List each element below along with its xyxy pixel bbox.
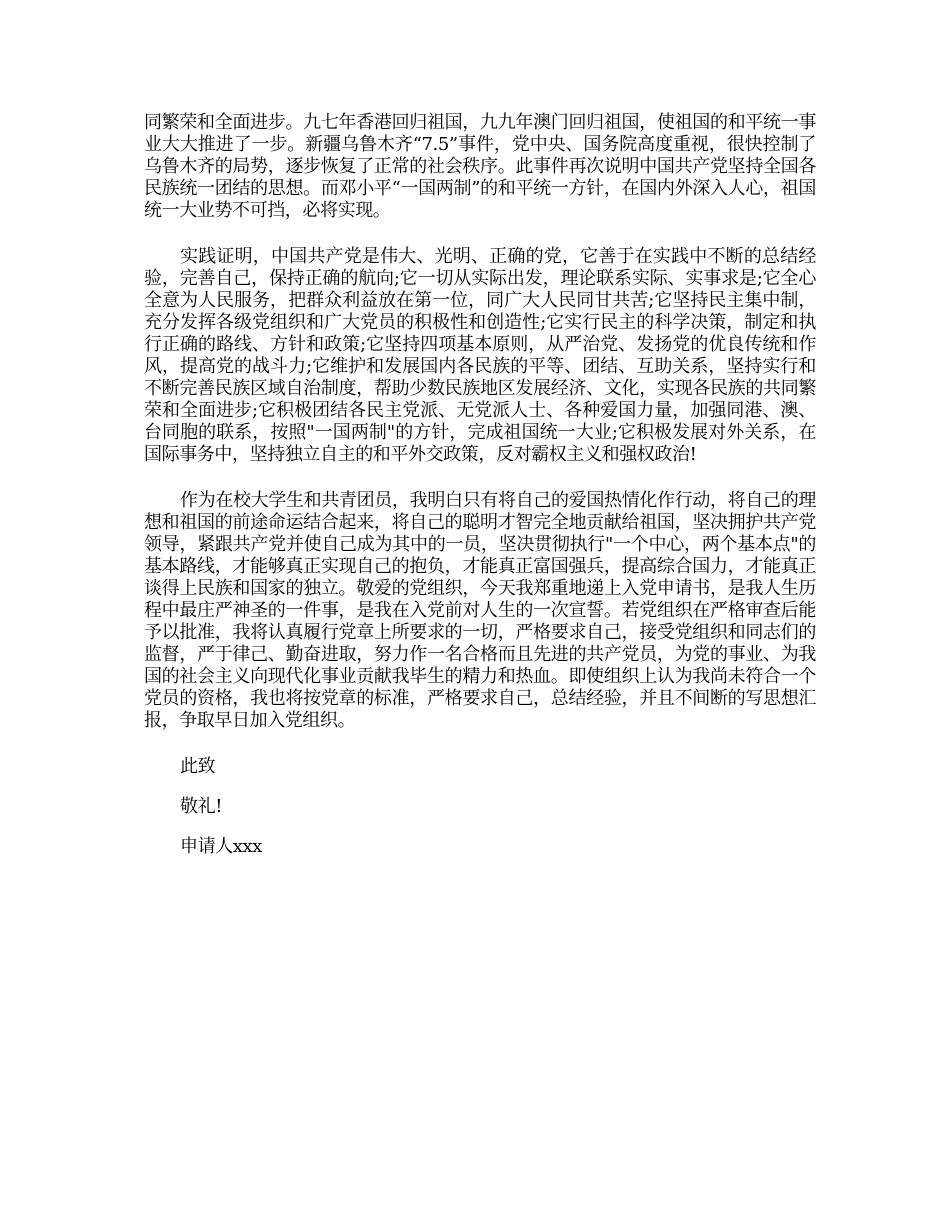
closing-respect: 敬礼! (180, 796, 223, 817)
paragraph-2: 实践证明，中国共产党是伟大、光明、正确的党，它善于在实践中不断的总结经验，完善自己，保持正确的航向;它一切从实际出发，理论联系实际、实事求是;它全心全意为人民服务，把群众利益放在第一位，同广大人民同甘共苦;它坚持民主集中制，充分发挥各级党组织和广大党员的积极性和创造性;它实行民主的科学决策，制定和执行正确的路线、方针和政策;它坚持四项基本原则，从严治党、发扬党的优良传统和作风，提高党的战斗力;它维护和发展国内各民族的平等、团结、互助关系，坚持实行和不断完善民族区域自治制度，帮助少数民族地区发展经济、文化，实现各民族的共同繁荣和全面进步;它积极团结各民主党派、无党派人士、各种爱国力量，加强同港、澳、台同胞的联系，按照"一国两制"的方针，完成祖国统一大业;它积极发展对外关系，在国际事务中，坚持独立自主的和平外交政策，反对霸权主义和强权政治! (144, 246, 816, 465)
closing-salutation: 此致 (180, 756, 216, 777)
signature: 申请人xxx (180, 836, 263, 857)
document-page (144, 112, 816, 858)
paragraph-1: 同繁荣和全面进步。九七年香港回归祖国，九九年澳门回归祖国，使祖国的和平统一事业大大推进了一步。新疆乌鲁木齐“7.5”事件，党中央、国务院高度重视，很快控制了乌鲁木齐的局势，逐步恢复了正常的社会秩序。此事件再次说明中国共产党坚持全国各民族统一团结的思想。而邓小平“一国两制”的和平统一方针，在国内外深入人心，祖国统一大业势不可挡，必将实现。 (144, 112, 816, 221)
paragraph-3: 作为在校大学生和共青团员，我明白只有将自己的爱国热情化作行动，将自己的理想和祖国的前途命运结合起来，将自己的聪明才智完全地贡献给祖国，坚决拥护共产党领导，紧跟共产党并使自己成为其中的一员，坚决贯彻执行"一个中心，两个基本点"的基本路线，才能够真正实现自己的抱负，才能真正富国强兵，提高综合国力，才能真正谈得上民族和国家的独立。敬爱的党组织，今天我郑重地递上入党申请书，是我人生历程中最庄严神圣的一件事，是我在入党前对人生的一次宣誓。若党组织在严格审查后能予以批准，我将认真履行党章上所要求的一切，严格要求自己，接受党组织和同志们的监督，严于律己、勤奋进取，努力作一名合格而且先进的共产党员，为党的事业、为我国的社会主义向现代化事业贡献我毕生的精力和热血。即使组织上认为我尚未符合一个党员的资格，我也将按党章的标准，严格要求自己，总结经验，并且不间断的写思想汇报，争取早日加入党组织。 (144, 490, 816, 731)
